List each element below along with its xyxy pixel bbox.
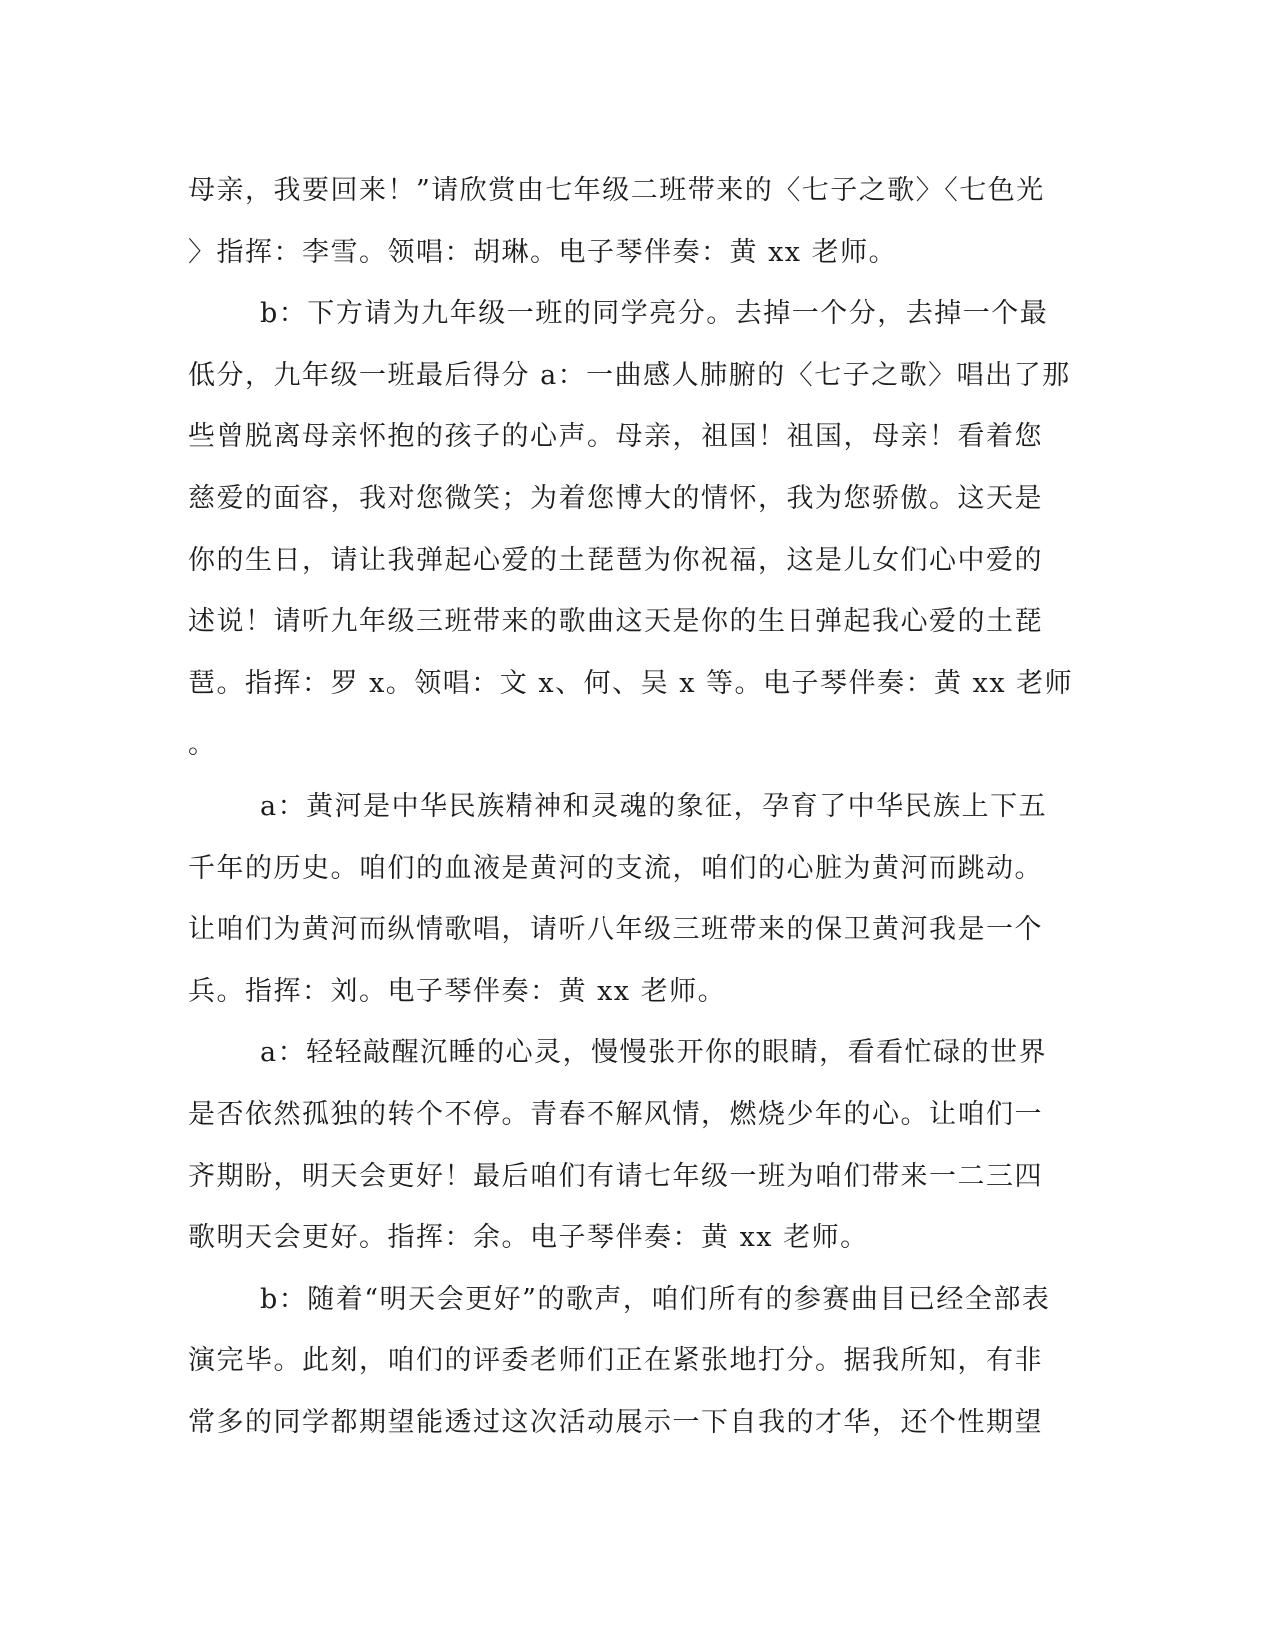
text-line-7: 你的生日，请让我弹起心爱的土琵琶为你祝福，这是儿女们心中爱的 bbox=[188, 544, 1043, 576]
text-line-3: b：下方请为九年级一班的同学亮分。去掉一个分，去掉一个最 bbox=[260, 298, 1049, 330]
text-line-15: a：轻轻敲醒沉睡的心灵，慢慢张开你的眼睛，看看忙碌的世界 bbox=[260, 1037, 1048, 1069]
text-line-16: 是否依然孤独的转个不停。青春不解风情，燃烧少年的心。让咱们一 bbox=[188, 1098, 1043, 1130]
text-line-13: 让咱们为黄河而纵情歌唱，请听八年级三班带来的保卫黄河我是一个 bbox=[188, 914, 1043, 946]
text-line-1: 母亲，我要回来！”请欣赏由七年级二班带来的〈七子之歌〉〈七色光 bbox=[188, 175, 1045, 206]
text-line-12: 千年的历史。咱们的血液是黄河的支流，咱们的心脏为黄河而跳动。 bbox=[188, 852, 1043, 884]
text-line-20: 演完毕。此刻，咱们的评委老师们正在紧张地打分。据我所知，有非 bbox=[188, 1345, 1043, 1377]
text-line-5: 些曾脱离母亲怀抱的孩子的心声。母亲，祖国！祖国，母亲！看着您 bbox=[188, 421, 1043, 453]
text-line-8: 述说！请听九年级三班带来的歌曲这天是你的生日弹起我心爱的土琵 bbox=[188, 606, 1043, 638]
text-line-6: 慈爱的面容，我对您微笑；为着您博大的情怀，我为您骄傲。这天是 bbox=[188, 482, 1043, 514]
text-line-14: 兵。指挥：刘。电子琴伴奏：黄 xx 老师。 bbox=[188, 975, 727, 1007]
document-body bbox=[188, 160, 1088, 1453]
text-line-4: 低分，九年级一班最后得分 a：一曲感人肺腑的〈七子之歌〉唱出了那 bbox=[188, 359, 1071, 391]
text-line-19: b：随着“明天会更好”的歌声，咱们所有的参赛曲目已经全部表 bbox=[260, 1283, 1051, 1315]
text-line-2: 〉指挥：李雪。领唱：胡琳。电子琴伴奏：黄 xx 老师。 bbox=[188, 236, 898, 268]
text-line-10: 。 bbox=[188, 729, 217, 761]
text-line-9: 琶。指挥：罗 x。领唱：文 x、何、吴 x 等。电子琴伴奏：黄 xx 老师 bbox=[188, 667, 1074, 699]
text-line-18: 歌明天会更好。指挥：余。电子琴伴奏：黄 xx 老师。 bbox=[188, 1222, 869, 1254]
text-line-11: a：黄河是中华民族精神和灵魂的象征，孕育了中华民族上下五 bbox=[260, 790, 1048, 822]
text-line-17: 齐期盼，明天会更好！最后咱们有请七年级一班为咱们带来一二三四 bbox=[188, 1160, 1043, 1192]
text-line-21: 常多的同学都期望能透过这次活动展示一下自我的才华，还个性期望 bbox=[188, 1406, 1043, 1438]
